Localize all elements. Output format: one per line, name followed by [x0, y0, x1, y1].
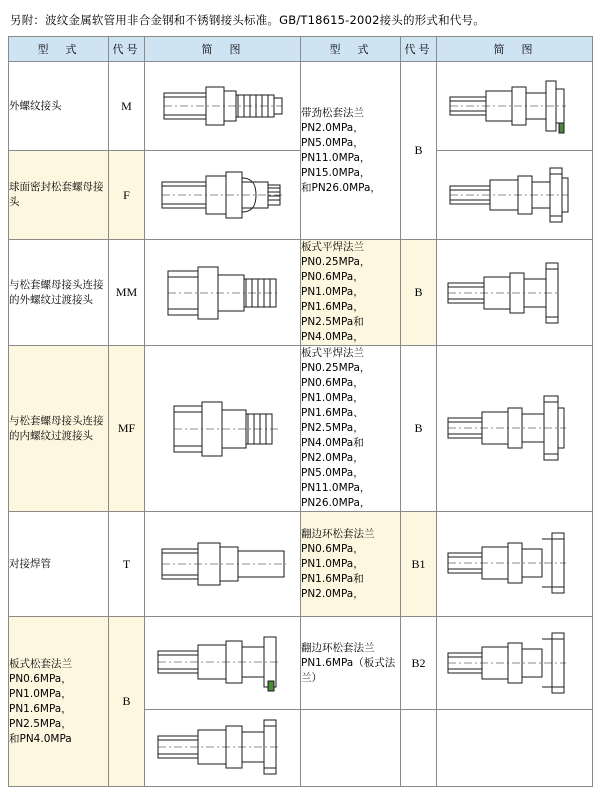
male-thread-fitting-figure	[148, 67, 298, 145]
table-header	[9, 37, 593, 62]
type-cell-right-1: 板式平焊法兰 PN0.25MPa，PN0.6MPa， PN1.0MPa，PN1.6MPa， PN2.5MPa和PN4.0MPa，	[301, 240, 401, 346]
ribbed-loose-flange-detail-figure	[440, 152, 590, 238]
header-type-right: 型 式	[301, 37, 401, 62]
code-cell-left-3: MF	[109, 346, 145, 512]
type-cell-right-2: 板式平焊法兰 PN0.25MPa，PN0.6MPa， PN1.0MPa，PN1.6MPa、 PN2.5MPa，PN4.0MPa和 PN2.0MPa，PN5.0MPa， PN11.0MPa，PN26.0MPa，	[301, 346, 401, 512]
figure-cell-right-0a	[437, 62, 593, 151]
type-cell-left-1: 球面密封松套螺母接头	[9, 151, 109, 240]
lap-joint-flange-2-figure	[440, 619, 590, 707]
male-thread-transition-fitting-figure	[148, 245, 298, 341]
lap-joint-flange-figure	[440, 515, 590, 613]
figure-cell-left-5b	[145, 710, 301, 787]
type-cell-left-4: 对接焊管	[9, 512, 109, 617]
type-cell-right-0: 带劲松套法兰 PN2.0MPa，PN5.0MPa， PN11.0MPa，PN15.0MPa， 和PN26.0MPa，	[301, 62, 401, 240]
figure-cell-left-0	[145, 62, 301, 151]
code-cell-left-4: T	[109, 512, 145, 617]
spherical-seal-union-nut-figure	[148, 152, 298, 238]
code-cell-right-4: B2	[401, 617, 437, 710]
table-row	[9, 617, 593, 710]
table-row	[9, 346, 593, 512]
code-cell-left-0: M	[109, 62, 145, 151]
code-cell-right-3: B1	[401, 512, 437, 617]
figure-cell-right-blank	[437, 710, 593, 787]
butt-weld-pipe-figure	[148, 515, 298, 613]
figure-cell-left-3	[145, 346, 301, 512]
type-cell-left-3: 与松套螺母接头连接的内螺纹过渡接头	[9, 346, 109, 512]
header-code-right: 代号	[401, 37, 437, 62]
figure-cell-right-3	[437, 512, 593, 617]
plate-slip-on-flange-2-figure	[440, 382, 590, 476]
figure-cell-left-5a	[145, 617, 301, 710]
code-cell-left-5: B	[109, 617, 145, 787]
figure-cell-right-1	[437, 240, 593, 346]
figure-cell-left-4	[145, 512, 301, 617]
page-caption: 另附：波纹金属软管用非合金钢和不锈钢接头标准。GB/T18615-2002接头的形式和代号。	[10, 13, 485, 27]
figure-cell-right-0b	[437, 151, 593, 240]
type-cell-right-blank	[301, 710, 401, 787]
female-thread-transition-fitting-figure	[148, 382, 298, 476]
plate-loose-flange-figure	[148, 619, 298, 707]
figure-cell-right-2	[437, 346, 593, 512]
figure-cell-left-1	[145, 151, 301, 240]
type-cell-left-2: 与松套螺母接头连接的外螺纹过渡接头	[9, 240, 109, 346]
type-cell-left-0: 外螺纹接头	[9, 62, 109, 151]
code-cell-right-0: B	[401, 62, 437, 240]
code-cell-left-1: F	[109, 151, 145, 240]
figure-cell-right-4	[437, 617, 593, 710]
table-row	[9, 62, 593, 151]
code-cell-left-2: MM	[109, 240, 145, 346]
code-cell-right-2: B	[401, 346, 437, 512]
header-figure-right: 简 图	[437, 37, 593, 62]
plate-slip-on-flange-figure	[440, 245, 590, 341]
figure-cell-left-2	[145, 240, 301, 346]
ribbed-loose-flange-figure	[440, 67, 590, 145]
header-figure-left: 简 图	[145, 37, 301, 62]
type-cell-left-5: 板式松套法兰 PN0.6MPa，PN1.0MPa， PN1.6MPa，PN2.5MPa， 和PN4.0MPa	[9, 617, 109, 787]
type-cell-right-4: 翻边环松套法兰 PN1.6MPa（板式法兰）	[301, 617, 401, 710]
code-cell-right-1: B	[401, 240, 437, 346]
code-cell-right-blank	[401, 710, 437, 787]
table-row	[9, 512, 593, 617]
type-cell-right-3: 翻边环松套法兰 PN0.6MPa，PN1.0MPa， PN1.6MPa和PN2.0MPa，	[301, 512, 401, 617]
header-code-left: 代号	[109, 37, 145, 62]
fittings-table	[8, 36, 593, 787]
header-type-left: 型 式	[9, 37, 109, 62]
plate-loose-flange-detail-figure	[148, 710, 298, 786]
table-row	[9, 240, 593, 346]
